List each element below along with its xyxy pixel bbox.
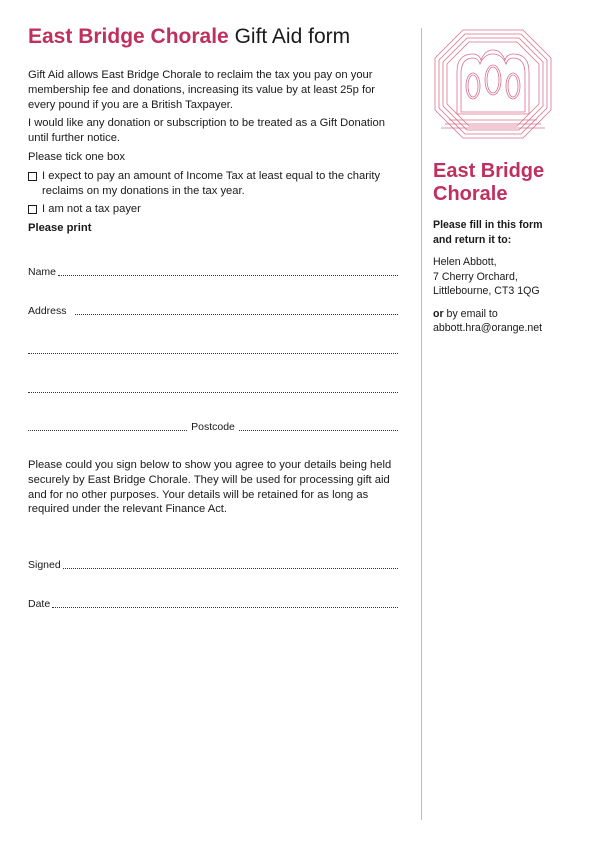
option-non-taxpayer[interactable] [28,202,400,217]
title-brand: East Bridge Chorale [28,25,229,48]
address-input-line-1[interactable] [75,304,398,315]
address-label: Address [28,305,67,317]
name-label: Name [28,266,57,278]
checkbox-icon[interactable] [28,205,37,214]
address-input-line-4[interactable] [28,420,187,431]
page-title [28,24,400,50]
print-label: Please print [28,222,92,235]
sidebar-brand [433,160,573,206]
signature-input-line[interactable] [63,558,398,569]
form-body [28,24,400,240]
option-taxpayer[interactable] [28,169,400,199]
address-input-line-2[interactable] [28,343,398,354]
return-address-line1: Helen Abbott, [433,256,497,268]
return-address-line3: Littlebourne, CT3 1QG [433,285,540,297]
or-label: or [433,307,444,320]
return-instruction: Please fill in this form and return it to: [433,219,543,246]
name-input-line[interactable] [58,265,398,276]
checkbox-icon[interactable] [28,172,37,181]
sidebar-brand-line1: East Bridge [433,160,545,182]
intro-paragraph: Gift Aid allows East Bridge Chorale to reclaim the tax you pay on your membership fee and donations, increasing its value by at least 25p for every pound if you are a British Taxpayer. [28,69,376,111]
email-prefix: by email to [446,307,498,320]
address-line-2[interactable] [28,343,398,357]
declaration-paragraph: I would like any donation or subscription to be treated as a Gift Donation until further notice. [28,117,385,145]
tick-instruction: Please tick one box [28,150,126,163]
postcode-input-line[interactable] [239,420,398,431]
name-field[interactable] [28,265,398,279]
sidebar [433,28,583,344]
signed-field[interactable] [28,558,398,572]
date-input-line[interactable] [52,597,398,608]
return-address [433,255,583,299]
email-contact [433,307,583,336]
chorale-logo-icon [433,28,553,140]
option-non-taxpayer-label: I am not a tax payer [42,203,141,216]
sidebar-brand-line2: Chorale [433,183,508,205]
consent-paragraph: Please could you sign below to show you agree to your details being held securely by East Bridge Chorale. They will be used for processing gift aid and for no other purposes. Your details will be retained for as long as required under the relevant Finance Act. [28,459,392,516]
date-field[interactable] [28,597,398,611]
address-field[interactable] [28,304,398,318]
date-label: Date [28,598,51,610]
email-link[interactable]: abbott.hra@orange.net [433,322,543,334]
title-rest: Gift Aid form [234,25,351,48]
address-line-3[interactable] [28,382,398,396]
address-input-line-3[interactable] [28,382,398,393]
postcode-label: Postcode [191,421,235,433]
return-address-line2: 7 Cherry Orchard, [433,270,518,283]
option-taxpayer-label: I expect to pay an amount of Income Tax at least equal to the charity reclaims on my donations in the tax year. [42,169,381,197]
signed-label: Signed [28,559,61,571]
column-divider [421,28,422,820]
postcode-row[interactable] [28,420,398,434]
